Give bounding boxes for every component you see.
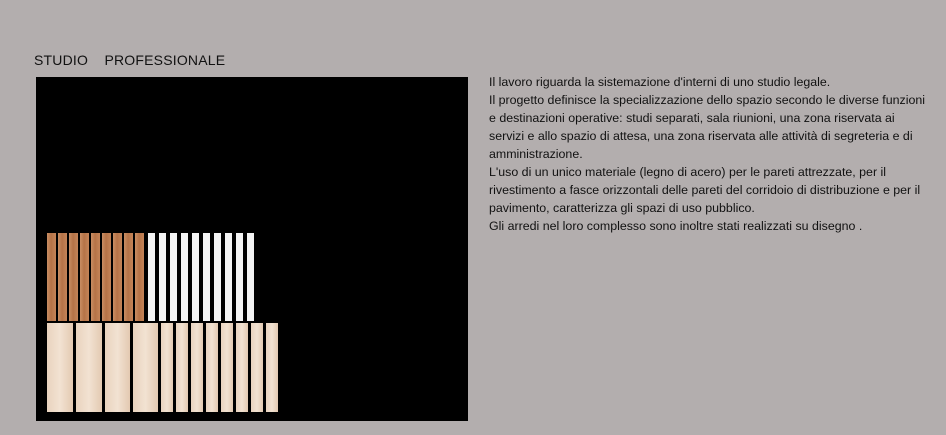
description-paragraph: Gli arredi nel loro complesso sono inoltre stati realizzati su disegno . (489, 219, 863, 233)
white-lacquer-strip (214, 233, 221, 321)
description-paragraph: Il lavoro riguarda la sistemazione d'interni di uno studio legale. (489, 75, 831, 89)
maple-wood-strip (105, 323, 130, 412)
maple-wood-strip (206, 323, 218, 412)
cherry-wood-strip (135, 233, 144, 321)
project-description (489, 73, 929, 235)
cherry-wood-strip (102, 233, 111, 321)
cherry-wood-strip (124, 233, 133, 321)
cherry-wood-strip (91, 233, 100, 321)
white-lacquer-strip (148, 233, 155, 321)
maple-wood-strip (47, 323, 73, 412)
cherry-wood-strip (58, 233, 67, 321)
maple-wood-strip (236, 323, 248, 412)
white-lacquer-strip (236, 233, 243, 321)
material-sample (47, 233, 273, 412)
maple-wood-strip (161, 323, 173, 412)
material-board (36, 77, 468, 421)
maple-wood-strip (251, 323, 263, 412)
page-title: STUDIO PROFESSIONALE (34, 52, 226, 68)
maple-wood-strip (191, 323, 203, 412)
cherry-wood-strip (80, 233, 89, 321)
cherry-wood-strip (47, 233, 56, 321)
material-row-top (47, 233, 258, 321)
white-lacquer-strip (247, 233, 254, 321)
maple-wood-strip (76, 323, 102, 412)
white-lacquer-strip (192, 233, 199, 321)
maple-wood-strip (266, 323, 278, 412)
white-lacquer-strip (181, 233, 188, 321)
white-lacquer-strip (225, 233, 232, 321)
maple-wood-strip (176, 323, 188, 412)
white-lacquer-strip (170, 233, 177, 321)
white-lacquer-strip (159, 233, 166, 321)
cherry-wood-strip (113, 233, 122, 321)
maple-wood-strip (133, 323, 158, 412)
material-row-bottom (47, 323, 281, 412)
white-lacquer-strip (203, 233, 210, 321)
maple-wood-strip (221, 323, 233, 412)
cherry-wood-strip (69, 233, 78, 321)
description-paragraph: Il progetto definisce la specializzazione dello spazio secondo le diverse funzioni e destinazioni operative: studi separati, sala riunioni, una zona riservata ai servizi e allo spazio di attesa, una zona riservata alle attività di segreteria e di amministrazione. (489, 93, 925, 161)
description-paragraph: L'uso di un unico materiale (legno di acero) per le pareti attrezzate, per il rivestimento a fasce orizzontali delle pareti del corridoio di distribuzione e per il pavimento, caratterizza gli spazi di uso pubblico. (489, 165, 921, 215)
